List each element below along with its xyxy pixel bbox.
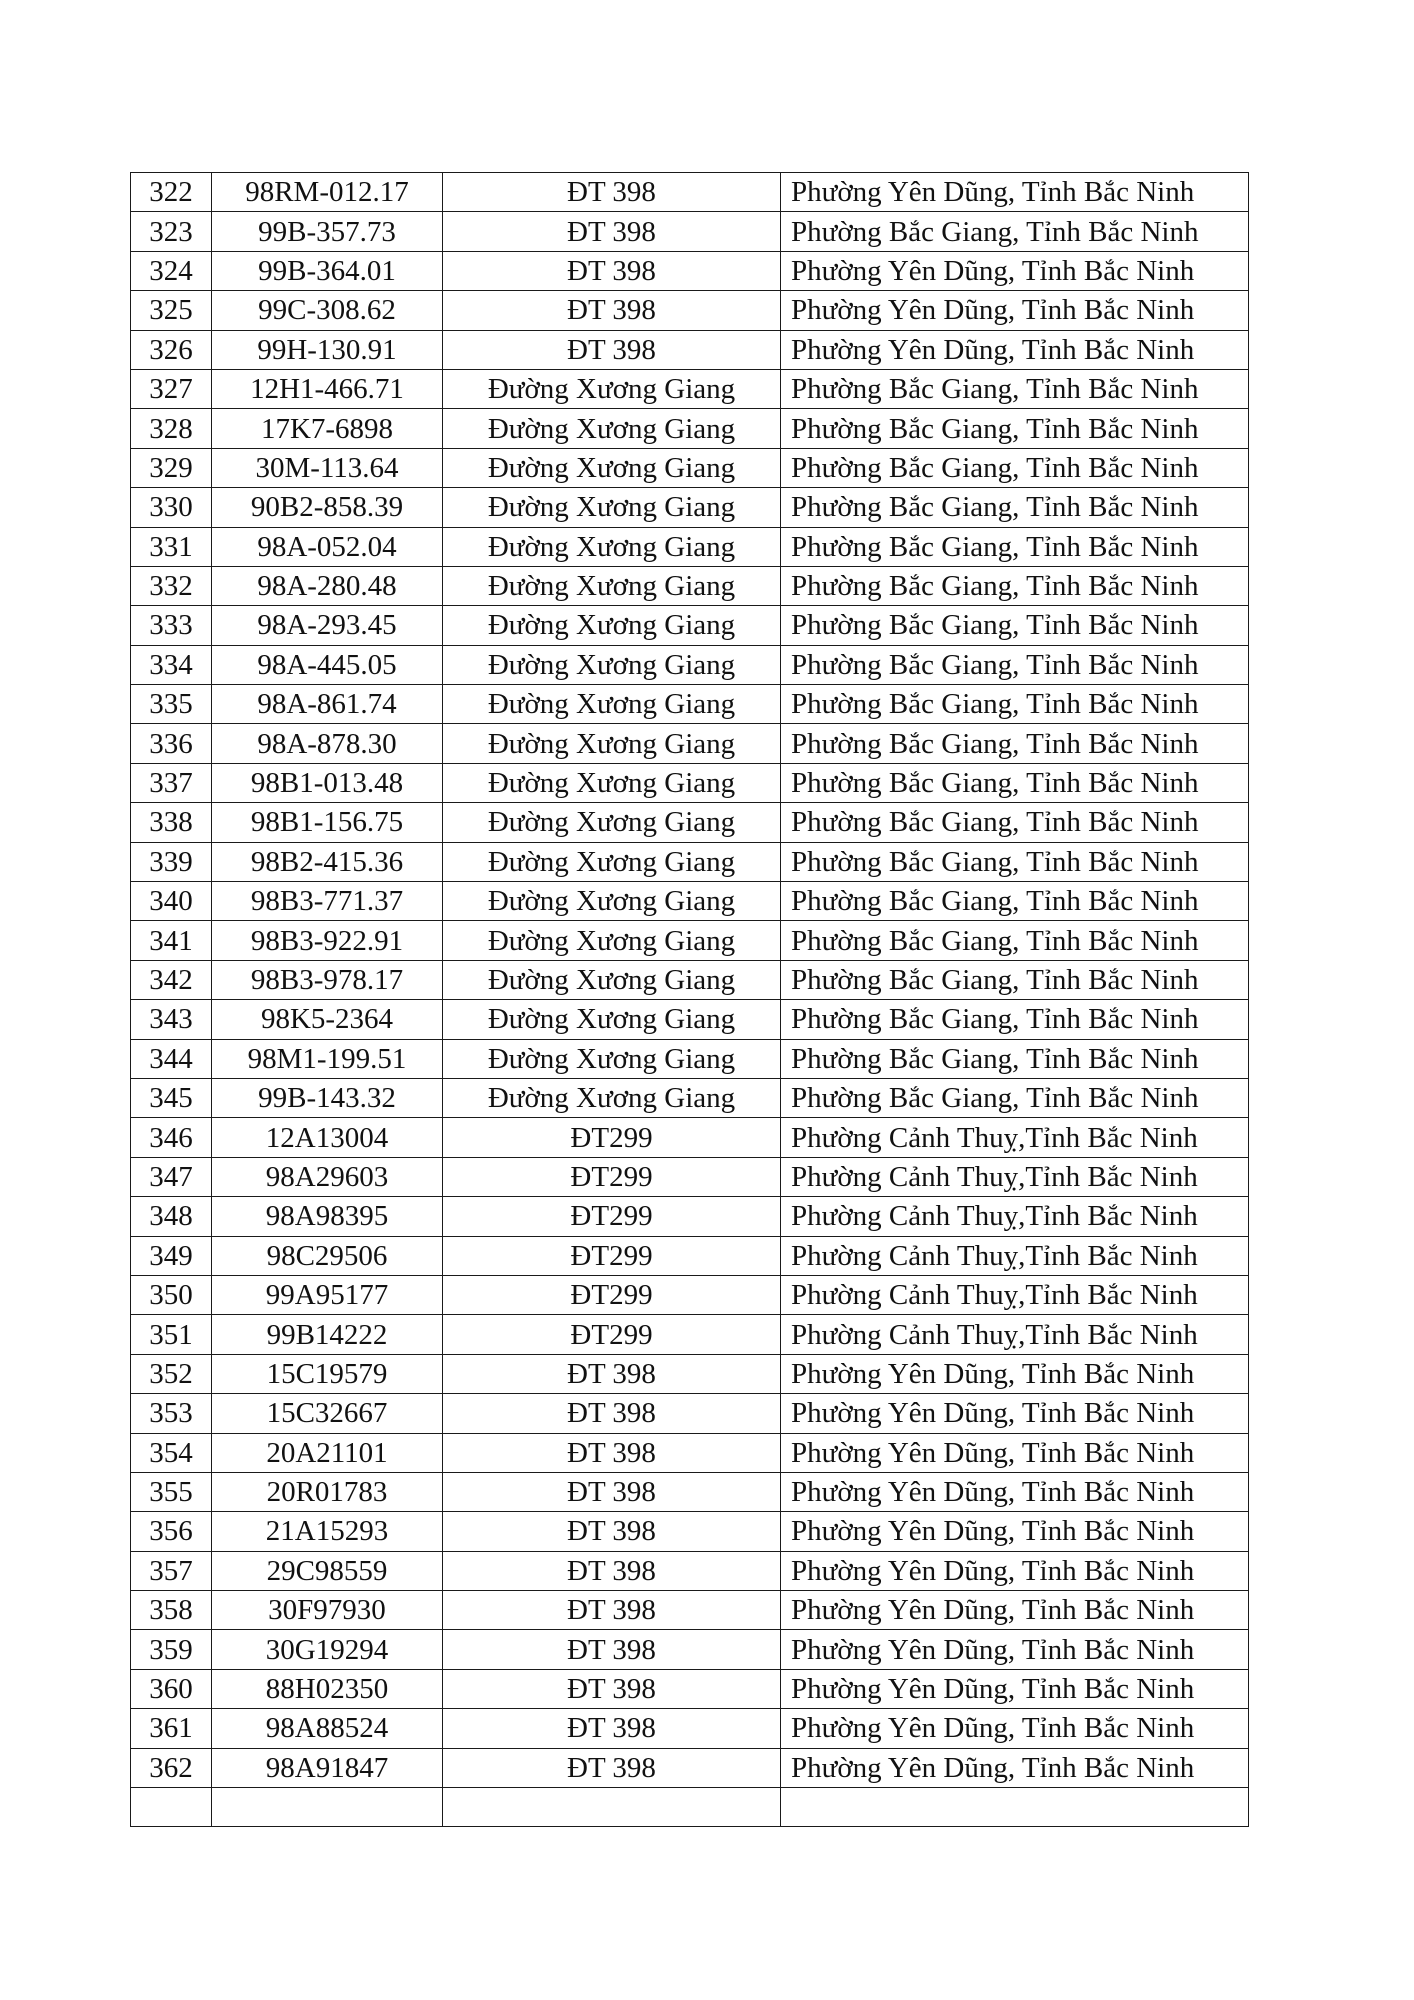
license-plate-cell: 21A15293: [212, 1512, 443, 1551]
license-plate-cell: 99B-143.32: [212, 1078, 443, 1117]
table-row: [131, 1197, 1249, 1236]
road-cell: Đường Xương Giang: [443, 566, 781, 605]
road-cell: ĐT 398: [443, 212, 781, 251]
license-plate-cell: 99B-364.01: [212, 251, 443, 290]
location-cell: Phường Bắc Giang, Tỉnh Bắc Ninh: [781, 409, 1249, 448]
location-cell: Phường Yên Dũng, Tỉnh Bắc Ninh: [781, 251, 1249, 290]
license-plate-cell: 98M1-199.51: [212, 1039, 443, 1078]
license-plate-cell: 12A13004: [212, 1118, 443, 1157]
table-row: [131, 1788, 1249, 1827]
row-number-cell: 332: [131, 566, 212, 605]
road-cell: ĐT299: [443, 1236, 781, 1275]
location-cell: Phường Cảnh Thuỵ,Tỉnh Bắc Ninh: [781, 1157, 1249, 1196]
row-number-cell: 352: [131, 1354, 212, 1393]
license-plate-cell: 20R01783: [212, 1472, 443, 1511]
row-number-cell: 357: [131, 1551, 212, 1590]
row-number-cell: 322: [131, 173, 212, 212]
license-plate-cell: 17K7-6898: [212, 409, 443, 448]
row-number-cell: 329: [131, 448, 212, 487]
road-cell: ĐT 398: [443, 1472, 781, 1511]
road-cell: ĐT299: [443, 1315, 781, 1354]
road-cell: Đường Xương Giang: [443, 448, 781, 487]
row-number-cell: 345: [131, 1078, 212, 1117]
row-number-cell: 340: [131, 882, 212, 921]
location-cell: Phường Bắc Giang, Tỉnh Bắc Ninh: [781, 960, 1249, 999]
table-row: [131, 1472, 1249, 1511]
location-cell: Phường Bắc Giang, Tỉnh Bắc Ninh: [781, 842, 1249, 881]
location-cell: Phường Bắc Giang, Tỉnh Bắc Ninh: [781, 645, 1249, 684]
row-number-cell: 330: [131, 488, 212, 527]
table-row: [131, 1630, 1249, 1669]
license-plate-cell: [212, 1788, 443, 1827]
table-row: [131, 409, 1249, 448]
row-number-cell: 334: [131, 645, 212, 684]
table-row: [131, 448, 1249, 487]
location-cell: Phường Bắc Giang, Tỉnh Bắc Ninh: [781, 448, 1249, 487]
table-row: [131, 1709, 1249, 1748]
location-cell: Phường Bắc Giang, Tỉnh Bắc Ninh: [781, 566, 1249, 605]
road-cell: Đường Xương Giang: [443, 1078, 781, 1117]
row-number-cell: 361: [131, 1709, 212, 1748]
table-row: [131, 763, 1249, 802]
table-row: [131, 251, 1249, 290]
location-cell: Phường Bắc Giang, Tỉnh Bắc Ninh: [781, 763, 1249, 802]
row-number-cell: 341: [131, 921, 212, 960]
road-cell: [443, 1788, 781, 1827]
table-row: [131, 1078, 1249, 1117]
table-row: [131, 960, 1249, 999]
license-plate-cell: 99B-357.73: [212, 212, 443, 251]
row-number-cell: 358: [131, 1591, 212, 1630]
table-row: [131, 1236, 1249, 1275]
location-cell: Phường Bắc Giang, Tỉnh Bắc Ninh: [781, 724, 1249, 763]
row-number-cell: 360: [131, 1669, 212, 1708]
table-row: [131, 803, 1249, 842]
road-cell: ĐT 398: [443, 330, 781, 369]
violation-table: [130, 172, 1249, 1827]
license-plate-cell: 98RM-012.17: [212, 173, 443, 212]
table-row: [131, 645, 1249, 684]
row-number-cell: 331: [131, 527, 212, 566]
table-row: [131, 1433, 1249, 1472]
license-plate-cell: 30M-113.64: [212, 448, 443, 487]
row-number-cell: 323: [131, 212, 212, 251]
row-number-cell: 324: [131, 251, 212, 290]
location-cell: Phường Bắc Giang, Tỉnh Bắc Ninh: [781, 1039, 1249, 1078]
row-number-cell: 328: [131, 409, 212, 448]
road-cell: Đường Xương Giang: [443, 882, 781, 921]
road-cell: ĐT 398: [443, 1354, 781, 1393]
license-plate-cell: 98A29603: [212, 1157, 443, 1196]
license-plate-cell: 98B3-978.17: [212, 960, 443, 999]
license-plate-cell: 90B2-858.39: [212, 488, 443, 527]
license-plate-cell: 98A-861.74: [212, 685, 443, 724]
row-number-cell: 338: [131, 803, 212, 842]
location-cell: Phường Bắc Giang, Tỉnh Bắc Ninh: [781, 369, 1249, 408]
table-row: [131, 527, 1249, 566]
license-plate-cell: 29C98559: [212, 1551, 443, 1590]
road-cell: Đường Xương Giang: [443, 369, 781, 408]
road-cell: ĐT 398: [443, 1591, 781, 1630]
table-row: [131, 212, 1249, 251]
location-cell: Phường Yên Dũng, Tỉnh Bắc Ninh: [781, 173, 1249, 212]
location-cell: Phường Bắc Giang, Tỉnh Bắc Ninh: [781, 488, 1249, 527]
location-cell: Phường Bắc Giang, Tỉnh Bắc Ninh: [781, 1078, 1249, 1117]
location-cell: Phường Yên Dũng, Tỉnh Bắc Ninh: [781, 1591, 1249, 1630]
table-row: [131, 724, 1249, 763]
road-cell: Đường Xương Giang: [443, 842, 781, 881]
road-cell: Đường Xương Giang: [443, 685, 781, 724]
license-plate-cell: 98A-878.30: [212, 724, 443, 763]
table-row: [131, 566, 1249, 605]
table-row: [131, 488, 1249, 527]
table-row: [131, 685, 1249, 724]
license-plate-cell: 12H1-466.71: [212, 369, 443, 408]
row-number-cell: 346: [131, 1118, 212, 1157]
license-plate-cell: 98B1-013.48: [212, 763, 443, 802]
road-cell: Đường Xương Giang: [443, 921, 781, 960]
road-cell: ĐT 398: [443, 1748, 781, 1787]
location-cell: Phường Cảnh Thuỵ,Tỉnh Bắc Ninh: [781, 1315, 1249, 1354]
location-cell: Phường Yên Dũng, Tỉnh Bắc Ninh: [781, 1551, 1249, 1590]
location-cell: Phường Bắc Giang, Tỉnh Bắc Ninh: [781, 803, 1249, 842]
row-number-cell: 335: [131, 685, 212, 724]
road-cell: Đường Xương Giang: [443, 606, 781, 645]
row-number-cell: 336: [131, 724, 212, 763]
table-row: [131, 1394, 1249, 1433]
road-cell: ĐT 398: [443, 1433, 781, 1472]
row-number-cell: 354: [131, 1433, 212, 1472]
location-cell: [781, 1788, 1249, 1827]
location-cell: Phường Cảnh Thuỵ,Tỉnh Bắc Ninh: [781, 1118, 1249, 1157]
row-number-cell: 356: [131, 1512, 212, 1551]
location-cell: Phường Cảnh Thuỵ,Tỉnh Bắc Ninh: [781, 1197, 1249, 1236]
license-plate-cell: 98A-052.04: [212, 527, 443, 566]
license-plate-cell: 98C29506: [212, 1236, 443, 1275]
row-number-cell: 327: [131, 369, 212, 408]
row-number-cell: 342: [131, 960, 212, 999]
table-row: [131, 1315, 1249, 1354]
license-plate-cell: 98B3-922.91: [212, 921, 443, 960]
road-cell: Đường Xương Giang: [443, 960, 781, 999]
road-cell: Đường Xương Giang: [443, 409, 781, 448]
row-number-cell: 347: [131, 1157, 212, 1196]
table-row: [131, 921, 1249, 960]
license-plate-cell: 15C32667: [212, 1394, 443, 1433]
license-plate-cell: 30F97930: [212, 1591, 443, 1630]
road-cell: ĐT 398: [443, 1394, 781, 1433]
road-cell: ĐT 398: [443, 1669, 781, 1708]
location-cell: Phường Cảnh Thuỵ,Tỉnh Bắc Ninh: [781, 1275, 1249, 1314]
license-plate-cell: 98A-280.48: [212, 566, 443, 605]
road-cell: ĐT 398: [443, 1512, 781, 1551]
location-cell: Phường Yên Dũng, Tỉnh Bắc Ninh: [781, 291, 1249, 330]
table-row: [131, 1354, 1249, 1393]
location-cell: Phường Yên Dũng, Tỉnh Bắc Ninh: [781, 1630, 1249, 1669]
location-cell: Phường Yên Dũng, Tỉnh Bắc Ninh: [781, 1354, 1249, 1393]
road-cell: ĐT 398: [443, 173, 781, 212]
row-number-cell: 359: [131, 1630, 212, 1669]
location-cell: Phường Yên Dũng, Tỉnh Bắc Ninh: [781, 1669, 1249, 1708]
table-row: [131, 1275, 1249, 1314]
location-cell: Phường Yên Dũng, Tỉnh Bắc Ninh: [781, 1709, 1249, 1748]
table-row: [131, 606, 1249, 645]
table-row: [131, 1551, 1249, 1590]
location-cell: Phường Bắc Giang, Tỉnh Bắc Ninh: [781, 212, 1249, 251]
road-cell: ĐT 398: [443, 251, 781, 290]
row-number-cell: 353: [131, 1394, 212, 1433]
table-row: [131, 1669, 1249, 1708]
road-cell: Đường Xương Giang: [443, 803, 781, 842]
license-plate-cell: 98A88524: [212, 1709, 443, 1748]
location-cell: Phường Yên Dũng, Tỉnh Bắc Ninh: [781, 1472, 1249, 1511]
row-number-cell: 362: [131, 1748, 212, 1787]
row-number-cell: 344: [131, 1039, 212, 1078]
location-cell: Phường Bắc Giang, Tỉnh Bắc Ninh: [781, 606, 1249, 645]
license-plate-cell: 99B14222: [212, 1315, 443, 1354]
location-cell: Phường Bắc Giang, Tỉnh Bắc Ninh: [781, 685, 1249, 724]
road-cell: Đường Xương Giang: [443, 1000, 781, 1039]
table-row: [131, 173, 1249, 212]
license-plate-cell: 98K5-2364: [212, 1000, 443, 1039]
table-body: [131, 173, 1249, 1827]
table-row: [131, 330, 1249, 369]
table-row: [131, 1748, 1249, 1787]
license-plate-cell: 99C-308.62: [212, 291, 443, 330]
table-row: [131, 1591, 1249, 1630]
road-cell: ĐT 398: [443, 1630, 781, 1669]
license-plate-cell: 98A-445.05: [212, 645, 443, 684]
row-number-cell: 355: [131, 1472, 212, 1511]
location-cell: Phường Bắc Giang, Tỉnh Bắc Ninh: [781, 882, 1249, 921]
location-cell: Phường Yên Dũng, Tỉnh Bắc Ninh: [781, 330, 1249, 369]
road-cell: Đường Xương Giang: [443, 645, 781, 684]
table-row: [131, 1118, 1249, 1157]
road-cell: ĐT299: [443, 1157, 781, 1196]
road-cell: ĐT299: [443, 1197, 781, 1236]
location-cell: Phường Yên Dũng, Tỉnh Bắc Ninh: [781, 1433, 1249, 1472]
license-plate-cell: 20A21101: [212, 1433, 443, 1472]
location-cell: Phường Bắc Giang, Tỉnh Bắc Ninh: [781, 527, 1249, 566]
license-plate-cell: 99H-130.91: [212, 330, 443, 369]
road-cell: ĐT299: [443, 1118, 781, 1157]
table-row: [131, 291, 1249, 330]
row-number-cell: 333: [131, 606, 212, 645]
road-cell: ĐT 398: [443, 1709, 781, 1748]
road-cell: ĐT 398: [443, 291, 781, 330]
location-cell: Phường Yên Dũng, Tỉnh Bắc Ninh: [781, 1394, 1249, 1433]
table-row: [131, 1512, 1249, 1551]
table-row: [131, 842, 1249, 881]
road-cell: Đường Xương Giang: [443, 1039, 781, 1078]
license-plate-cell: 98B1-156.75: [212, 803, 443, 842]
license-plate-cell: 30G19294: [212, 1630, 443, 1669]
road-cell: Đường Xương Giang: [443, 527, 781, 566]
row-number-cell: 350: [131, 1275, 212, 1314]
road-cell: ĐT 398: [443, 1551, 781, 1590]
row-number-cell: 348: [131, 1197, 212, 1236]
table-row: [131, 882, 1249, 921]
license-plate-cell: 99A95177: [212, 1275, 443, 1314]
row-number-cell: 339: [131, 842, 212, 881]
license-plate-cell: 98A91847: [212, 1748, 443, 1787]
table-row: [131, 1000, 1249, 1039]
row-number-cell: 351: [131, 1315, 212, 1354]
road-cell: Đường Xương Giang: [443, 724, 781, 763]
row-number-cell: 337: [131, 763, 212, 802]
road-cell: ĐT299: [443, 1275, 781, 1314]
location-cell: Phường Yên Dũng, Tỉnh Bắc Ninh: [781, 1512, 1249, 1551]
location-cell: Phường Bắc Giang, Tỉnh Bắc Ninh: [781, 921, 1249, 960]
table-row: [131, 1157, 1249, 1196]
license-plate-cell: 98A98395: [212, 1197, 443, 1236]
location-cell: Phường Cảnh Thuỵ,Tỉnh Bắc Ninh: [781, 1236, 1249, 1275]
license-plate-cell: 15C19579: [212, 1354, 443, 1393]
license-plate-cell: 88H02350: [212, 1669, 443, 1708]
road-cell: Đường Xương Giang: [443, 763, 781, 802]
table-row: [131, 1039, 1249, 1078]
row-number-cell: 349: [131, 1236, 212, 1275]
row-number-cell: 325: [131, 291, 212, 330]
row-number-cell: 326: [131, 330, 212, 369]
road-cell: Đường Xương Giang: [443, 488, 781, 527]
row-number-cell: 343: [131, 1000, 212, 1039]
license-plate-cell: 98B3-771.37: [212, 882, 443, 921]
license-plate-cell: 98B2-415.36: [212, 842, 443, 881]
row-number-cell: [131, 1788, 212, 1827]
table-row: [131, 369, 1249, 408]
location-cell: Phường Bắc Giang, Tỉnh Bắc Ninh: [781, 1000, 1249, 1039]
license-plate-cell: 98A-293.45: [212, 606, 443, 645]
location-cell: Phường Yên Dũng, Tỉnh Bắc Ninh: [781, 1748, 1249, 1787]
